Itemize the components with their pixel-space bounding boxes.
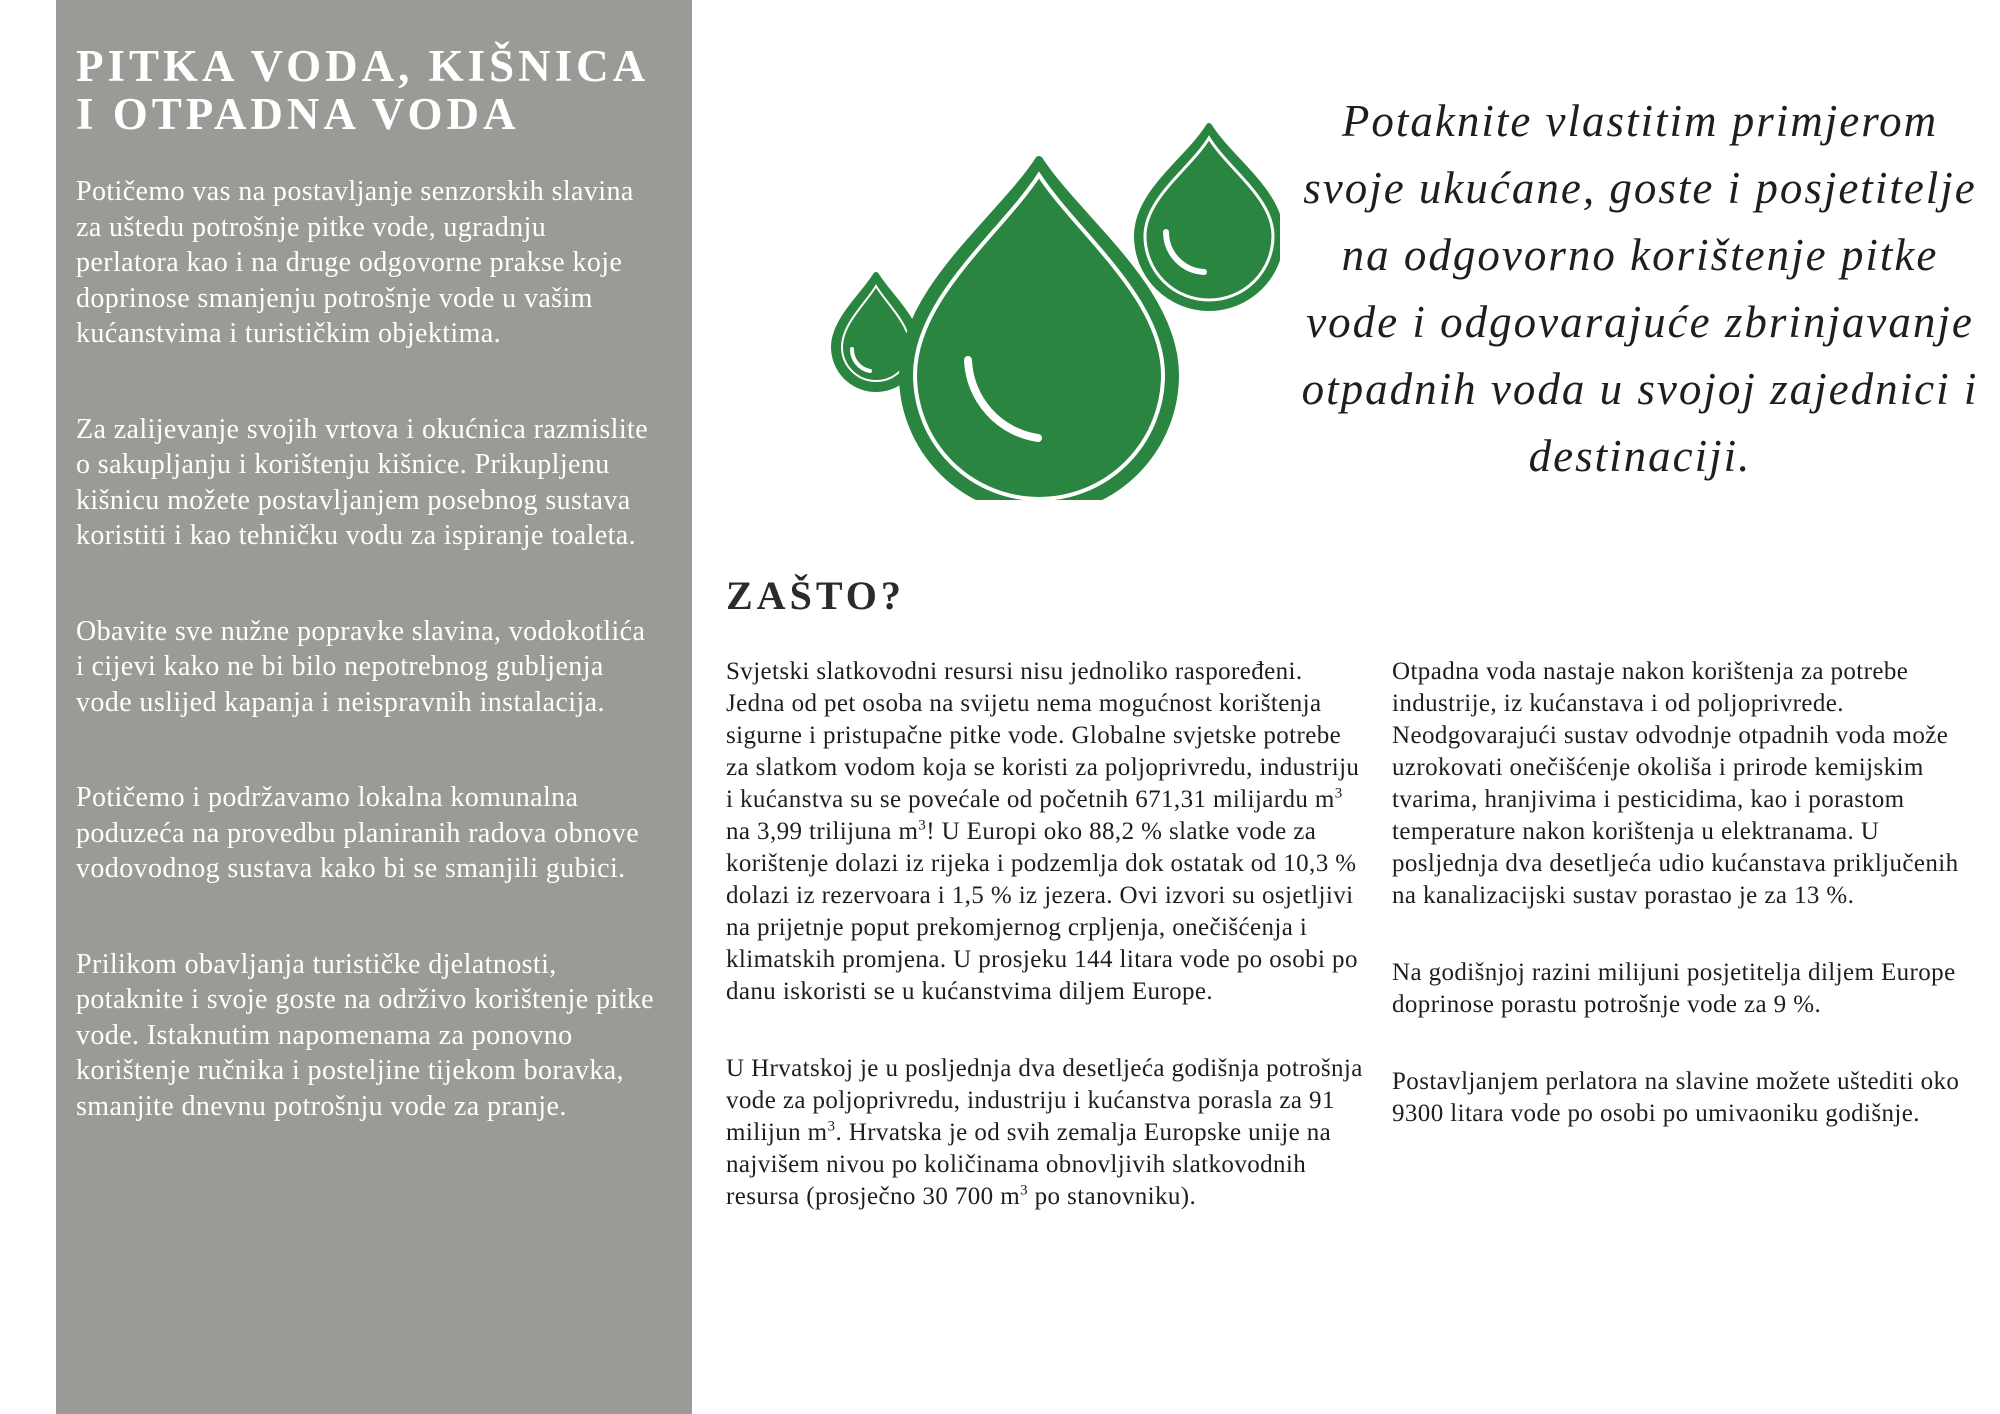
why-heading: ZAŠTO? — [726, 573, 905, 618]
sidebar-paragraph-5: Prilikom obavljanja turističke djelatnosti, potaknite i svoje goste na održivo korištenje pitke vode. Istaknutim napomenama za ponovno korištenje ručnika i posteljine tijekom boravka, smanjite dnevnu potrošnju vode za pranje. — [76, 948, 654, 1122]
sidebar-paragraph-2: Za zalijevanje svojih vrtova i okućnica razmislite o sakupljanju i korištenju kišnice. Prikupljenu kišnicu možete postavljanjem posebnog sustava koristiti i kao tehničku vodu za ispiranje toaleta. — [76, 413, 649, 551]
why-column-left — [726, 656, 1366, 1258]
sidebar-paragraph-1: Potičemo vas na postavljanje senzorskih slavina za uštedu potrošnje pitke vode, ugradnju perlatora kao i na druge odgovorne prakse koje doprinose smanjenju potrošnje vode u vašim kućanstvima i turističkim objektima. — [76, 176, 634, 349]
why-paragraph-5: Postavljanjem perlatora na slavine možete uštediti oko 9300 litara vode po osobi po umivaoniku godišnje. — [1392, 1068, 1960, 1127]
pull-quote: Potaknite vlastitim primjerom svoje ukućane, goste i posjetitelje na odgovorno korištenje pitke vode i odgovarajuće zbrinjavanje otpadnih voda u svojoj zajednici i destinaciji. — [1301, 96, 1979, 481]
why-paragraph-4: Na godišnjoj razini milijuni posjetitelja diljem Europe doprinose porastu potrošnje vode za 9 %. — [1392, 959, 1956, 1018]
sidebar-title: PITKA VODA, KIŠNICA I OTPADNA VODA — [76, 41, 647, 139]
water-drops-illustration — [800, 120, 1280, 500]
why-paragraph-1: Svjetski slatkovodni resursi nisu jednoliko raspoređeni. Jedna od pet osoba na svijetu nema mogućnost korištenja sigurne i pristupačne pitke vode. Globalne svjetske potrebe za slatkom vodom koja se koristi za poljoprivredu, industriju i kućanstva su se povećale od početnih 671,31 milijardu $m^3$ na 3,99 trilijuna $m^3$! U Europi oko 88,2 % slatke vode za korištenje dolazi iz rijeka i podzemlja dok ostatak od 10,3 % dolazi iz rezervoara i 1,5 % iz jezera. Ovi izvori su osjetljivi na prijetnje poput prekomjernog crpljenja, onečišćenja i klimatskih promjena. U prosjeku 144 litara vode po osobi po danu iskoristi se u kućanstvima diljem Europe. — [726, 658, 1360, 1005]
why-paragraph-3: Otpadna voda nastaje nakon korištenja za potrebe industrije, iz kućanstava i od poljoprivrede. Neodgovarajući sustav odvodnje otpadnih voda može uzrokovati onečišćenje okoliša i prirode kemijskim tvarima, hranjivima i pesticidima, kao i porastom temperature nakon korištenja u elektranama. U posljednja dva desetljeća udio kućanstava priključenih na kanalizacijski sustav porastao je za 13 %. — [1392, 658, 1959, 909]
water-drop-medium-icon — [1137, 126, 1280, 308]
water-drop-large-icon — [903, 160, 1175, 500]
sidebar-paragraph-3: Obavite sve nužne popravke slavina, vodokotlića i cijevi kako ne bi bilo nepotrebnog gubljenja vode uslijed kapanja i neispravnih instalacija. — [76, 615, 646, 718]
why-paragraph-2: U Hrvatskoj je u posljednja dva desetljeća godišnja potrošnja vode za poljoprivredu, industriju i kućanstva porasla za 91 milijun $m^3$. Hrvatska je od svih zemalja Europske unije na najvišem nivou po količinama obnovljivih slatkovodnih resursa (prosječno 30 700 $m^3$ po stanovniku). — [726, 1055, 1363, 1210]
why-column-right — [1392, 656, 1972, 1175]
sidebar-paragraph-4: Potičemo i podržavamo lokalna komunalna poduzeća na provedbu planiranih radova obnove vodovodnog sustava kako bi se smanjili gubici. — [76, 782, 640, 884]
sidebar-panel — [56, 0, 692, 1414]
